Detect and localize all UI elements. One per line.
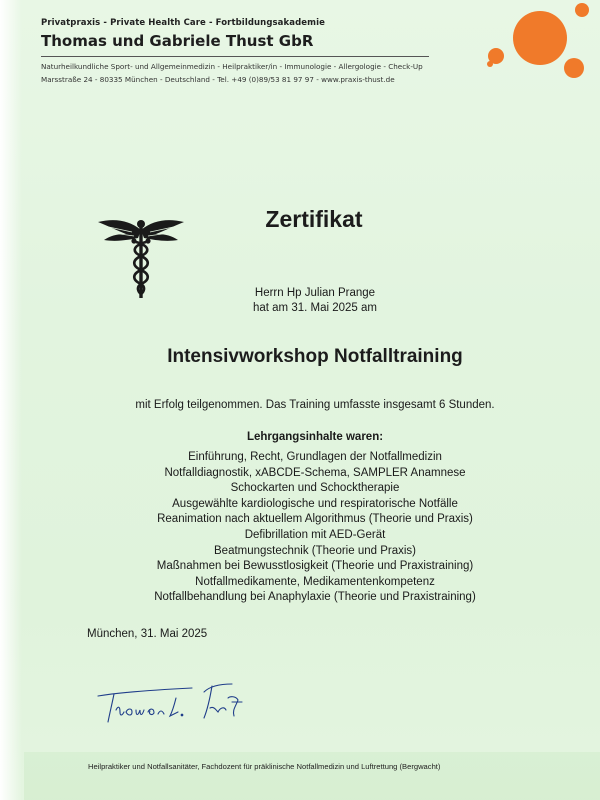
course-contents-list	[0, 450, 600, 606]
letterhead-specialties: Naturheilkundliche Sport- und Allgemeinmedizin - Heilpraktiker/in - Immunologie - Allergologie - Check-Up	[41, 62, 423, 71]
footer-credentials: Heilpraktiker und Notfallsanitäter, Fachdozent für präklinische Notfallmedizin und Luftrettung (Bergwacht)	[88, 762, 441, 771]
letterhead-divider	[41, 56, 429, 57]
list-item: Ausgewählte kardiologische und respiratorische Notfälle	[172, 497, 458, 510]
list-item: Maßnahmen bei Bewusstlosigkeit (Theorie und Praxistraining)	[156, 560, 474, 573]
recipient-name: Herrn Hp Julian Prange	[254, 287, 376, 299]
footer-band	[24, 752, 600, 800]
letterhead-address: Marsstraße 24 - 80335 München - Deutschland - Tel. +49 (0)89/53 81 97 97 - www.praxis-thust.de	[41, 75, 395, 84]
list-item: Beatmungstechnik (Theorie und Praxis)	[214, 544, 416, 557]
letterhead	[41, 18, 441, 88]
orange-dots-logo-icon	[478, 0, 600, 90]
list-item: Notfalldiagnostik, xABCDE-Schema, SAMPLER Anamnese	[164, 466, 466, 479]
list-item: Notfallbehandlung bei Anaphylaxie (Theorie und Praxistraining)	[154, 591, 476, 604]
letterhead-tagline: Privatpraxis - Private Health Care - Fortbildungsakademie	[41, 18, 325, 28]
signature-icon	[92, 676, 262, 736]
completion-statement: mit Erfolg teilgenommen. Das Training umfasste insgesamt 6 Stunden.	[135, 399, 495, 411]
course-title: Intensivworkshop Notfalltraining	[167, 346, 463, 367]
letterhead-title: Thomas und Gabriele Thust GbR	[41, 32, 314, 50]
list-item: Schockarten und Schocktherapie	[230, 482, 400, 495]
list-item: Einführung, Recht, Grundlagen der Notfallmedizin	[188, 451, 442, 463]
certificate-title: Zertifikat	[265, 206, 363, 232]
list-item: Defibrillation mit AED-Gerät	[244, 528, 386, 541]
attendance-date: hat am 31. Mai 2025 am	[252, 302, 377, 314]
contents-heading: Lehrgangsinhalte waren:	[246, 431, 384, 443]
list-item: Reanimation nach aktuellem Algorithmus (Theorie und Praxis)	[157, 513, 473, 526]
recipient-block	[0, 286, 600, 316]
place-date: München, 31. Mai 2025	[87, 628, 208, 640]
list-item: Notfallmedikamente, Medikamentenkompetenz	[195, 575, 435, 588]
